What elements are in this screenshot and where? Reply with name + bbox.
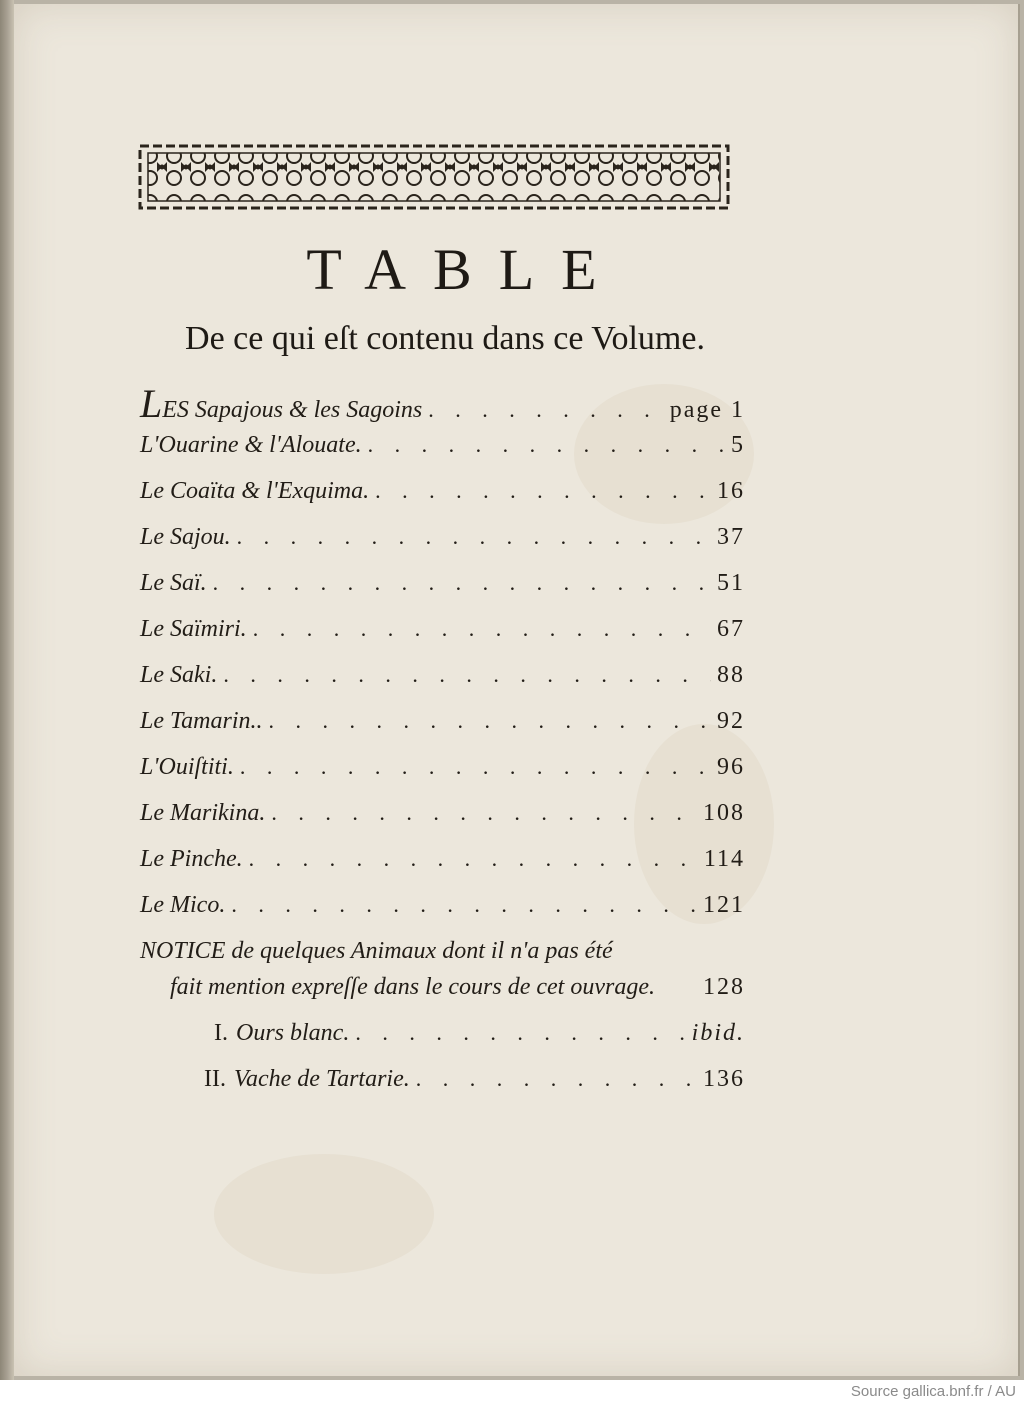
- toc-entry-title: Ours blanc.: [236, 1020, 350, 1046]
- toc-row: [140, 570, 745, 610]
- entry-text: Sapajous & les Sagoins: [188, 397, 423, 423]
- dot-leader: [249, 846, 698, 872]
- toc-row: [140, 754, 745, 794]
- book-spine-edge: [0, 0, 14, 1380]
- toc-row: [140, 524, 745, 564]
- toc-page-number: 96: [717, 754, 745, 780]
- dot-leader: [213, 570, 711, 596]
- toc-page-number: ibid.: [691, 1020, 745, 1046]
- toc-entry-title: Le Saïmiri.: [140, 616, 247, 642]
- roman-numeral: II.: [204, 1066, 226, 1092]
- notice-line-1: [140, 938, 745, 965]
- toc-entry-title: Le Pinche.: [140, 846, 243, 872]
- dot-leader: [223, 662, 711, 688]
- dot-leader: [240, 754, 711, 780]
- entry-text: de quelques Animaux dont il n'a pas été: [225, 938, 613, 964]
- notice-text: [140, 938, 613, 965]
- toc-row: [140, 662, 745, 702]
- toc-entry-title: L'Ouarine & l'Alouate.: [140, 432, 362, 458]
- toc-row-first: [140, 381, 745, 426]
- page-title: TABLE: [306, 237, 624, 302]
- toc-entry-title: Le Tamarin..: [140, 708, 263, 734]
- dot-leader: [416, 1066, 697, 1092]
- toc-subentry-row: [140, 1066, 745, 1106]
- toc-row: [140, 432, 745, 472]
- toc-row: [140, 800, 745, 840]
- toc-page-number: 37: [717, 524, 745, 550]
- toc-entry-title: Le Coaïta & l'Exquima.: [140, 478, 370, 504]
- toc-page-number: 136: [703, 1066, 745, 1092]
- drop-capital: L: [140, 381, 163, 426]
- page-subtitle: De ce qui eſt contenu dans ce Volume.: [185, 320, 705, 357]
- toc-subentry-row: [140, 1020, 745, 1060]
- dot-leader: [253, 616, 711, 642]
- dot-leader: [355, 1020, 685, 1046]
- toc-page-number: 121: [703, 892, 745, 918]
- toc-page-number: 51: [717, 570, 745, 596]
- toc-entry-title: Le Marikina.: [140, 800, 266, 826]
- toc-row: [140, 708, 745, 748]
- roman-numeral: I.: [214, 1020, 228, 1046]
- toc-page-number: 88: [717, 662, 745, 688]
- toc-row: [140, 478, 745, 518]
- toc-page-number: 114: [703, 846, 745, 872]
- toc-page-number: 108: [703, 800, 745, 826]
- dot-leader: [271, 800, 697, 826]
- toc-page-number: 128: [703, 974, 745, 1000]
- dot-leader: [268, 708, 711, 734]
- toc-row: [140, 616, 745, 656]
- toc-entry-title: L'Ouiſtiti.: [140, 754, 234, 780]
- ornament-band: [138, 144, 730, 210]
- paper-stain: [214, 1154, 434, 1274]
- source-credit: Source gallica.bnf.fr / AU: [850, 1383, 1016, 1400]
- small-caps-text: ES: [162, 397, 189, 423]
- toc-page-number: 67: [717, 616, 745, 642]
- dot-leader: [231, 892, 697, 918]
- toc-page-number: 16: [717, 478, 745, 504]
- toc-row: [140, 846, 745, 886]
- toc-page-number: page 1: [669, 397, 745, 423]
- toc-entry-title: Le Mico.: [140, 892, 226, 918]
- small-caps-text: NOTICE: [140, 938, 226, 964]
- toc-entry-title: [140, 381, 423, 426]
- toc-row: [140, 892, 745, 932]
- toc-entry-title: Vache de Tartarie.: [233, 1066, 410, 1092]
- dot-leader: [237, 524, 711, 550]
- toc-entry-title: fait mention expreſſe dans le cours de cet ouvrage.: [170, 974, 655, 1000]
- dot-leader: [375, 478, 711, 504]
- dot-leader: [368, 432, 725, 458]
- toc-page-number: 5: [731, 432, 745, 458]
- notice-line-2: [140, 974, 745, 1014]
- toc-entry-title: Le Sajou.: [140, 524, 231, 550]
- toc-entry-title: Le Saki.: [140, 662, 218, 688]
- dot-leader: [428, 397, 663, 423]
- toc-entry-title: Le Saï.: [140, 570, 207, 596]
- toc-page-number: 92: [717, 708, 745, 734]
